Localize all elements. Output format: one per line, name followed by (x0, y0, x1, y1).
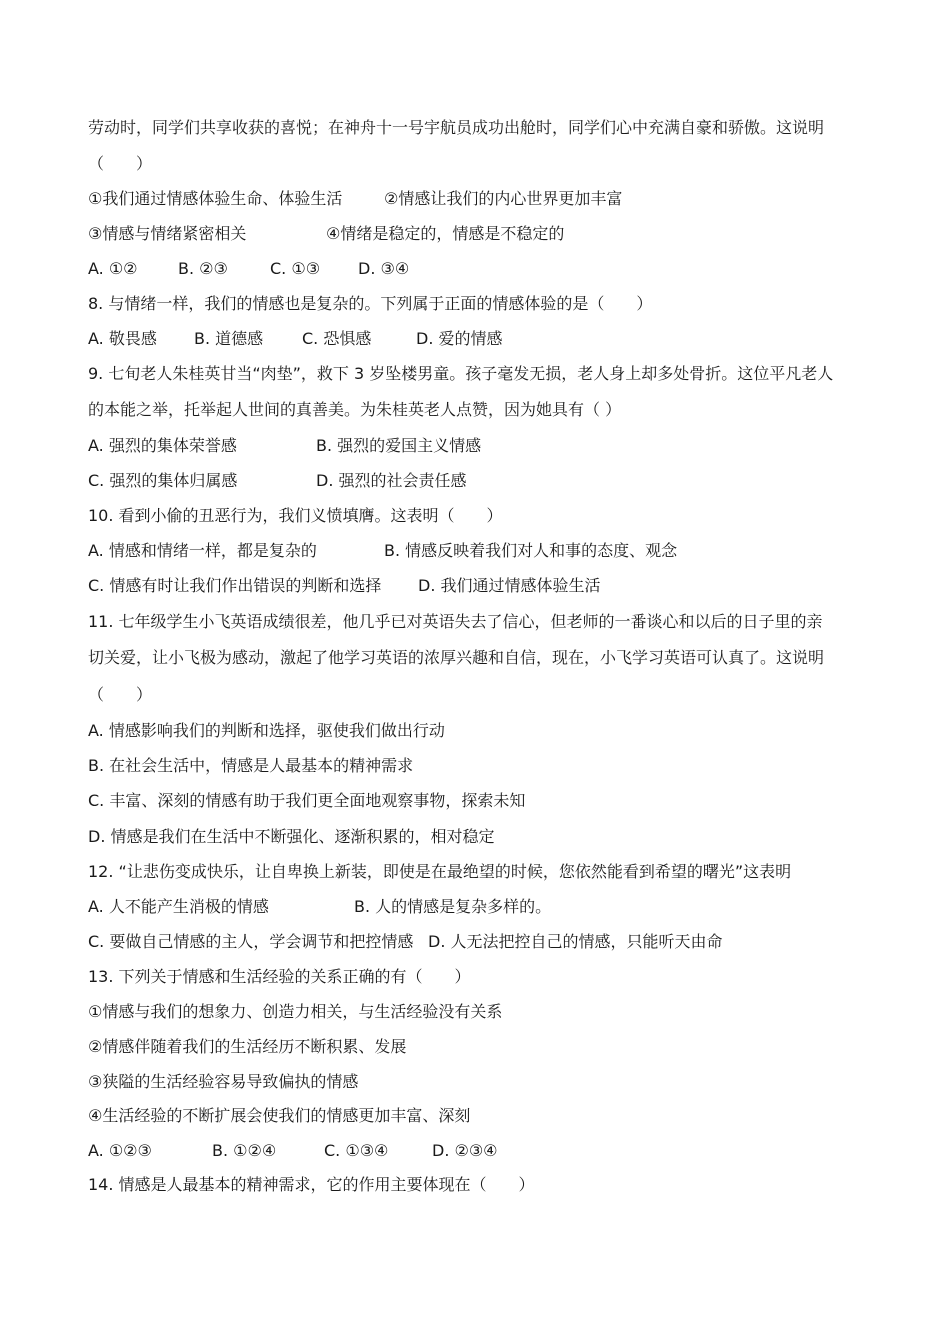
q9-stem-line2: 的本能之举，托举起人世间的真善美。为朱桂英老人点赞，因为她具有（ ） (88, 400, 622, 419)
q13-option-b[interactable]: B. ①②④ (212, 1141, 277, 1160)
q9-stem-line1: 9. 七旬老人朱桂英甘当“肉垫”，救下 3 岁坠楼男童。孩子毫发无损，老人身上却多处骨折。这位平凡老人 (88, 364, 834, 383)
q7-answer-paren: （ ） (88, 154, 153, 173)
q10-option-b[interactable]: B. 情感反映着我们对人和事的态度、观念 (384, 541, 678, 560)
q7-item-3: ③情感与情绪紧密相关 (88, 224, 247, 243)
q7-items-row2 (88, 224, 564, 244)
q7-item-1: ①我们通过情感体验生命、体验生活 (88, 189, 343, 208)
q11-option-b[interactable]: B. 在社会生活中，情感是人最基本的精神需求 (88, 756, 414, 775)
q11-option-a[interactable]: A. 情感影响我们的判断和选择，驱使我们做出行动 (88, 721, 445, 740)
q9-option-d[interactable]: D. 强烈的社会责任感 (316, 471, 467, 490)
q12-options-row2 (88, 932, 723, 952)
q10-options-row1 (88, 541, 677, 561)
q9-option-a[interactable]: A. 强烈的集体荣誉感 (88, 436, 237, 455)
q13-option-d[interactable]: D. ②③④ (432, 1141, 498, 1160)
q12-options-row1 (88, 897, 551, 917)
q9-option-b[interactable]: B. 强烈的爱国主义情感 (316, 436, 482, 455)
q8-option-b[interactable]: B. 道德感 (194, 329, 264, 348)
q11-option-c[interactable]: C. 丰富、深刻的情感有助于我们更全面地观察事物，探索未知 (88, 791, 526, 810)
q13-item-2: ②情感伴随着我们的生活经历不断积累、发展 (88, 1037, 407, 1056)
q13-option-a[interactable]: A. ①②③ (88, 1141, 152, 1160)
q9-options-row1 (88, 436, 481, 456)
q11-answer-paren: （ ） (88, 685, 153, 704)
q11-stem-line2: 切关爱，让小飞极为感动，激起了他学习英语的浓厚兴趣和自信，现在，小飞学习英语可认真了。这说明 (88, 648, 825, 667)
q12-option-d[interactable]: D. 人无法把控自己的情感，只能听天由命 (428, 932, 723, 951)
q8-option-c[interactable]: C. 恐惧感 (302, 329, 372, 348)
q7-options (88, 259, 409, 279)
q12-stem: 12. “让悲伤变成快乐，让自卑换上新装，即使是在最绝望的时候，您依然能看到希望的曙光”这表明 (88, 862, 792, 881)
q10-option-a[interactable]: A. 情感和情绪一样，都是复杂的 (88, 541, 317, 560)
q7-items-row1 (88, 189, 622, 209)
q9-option-c[interactable]: C. 强烈的集体归属感 (88, 471, 238, 490)
q9-options-row2 (88, 471, 467, 491)
q11-stem-line1: 11. 七年级学生小飞英语成绩很差，他几乎已对英语失去了信心，但老师的一番谈心和以后的日子里的亲 (88, 612, 823, 631)
q13-stem: 13. 下列关于情感和生活经验的关系正确的有（ ） (88, 967, 471, 986)
q7-option-c[interactable]: C. ①③ (270, 259, 321, 278)
q13-option-c[interactable]: C. ①③④ (324, 1141, 389, 1160)
q13-options (88, 1141, 498, 1161)
q12-option-a[interactable]: A. 人不能产生消极的情感 (88, 897, 269, 916)
q7-stem-line1: 劳动时，同学们共享收获的喜悦；在神舟十一号宇航员成功出舱时，同学们心中充满自豪和骄傲。这说明 (88, 118, 825, 137)
q13-item-3: ③狭隘的生活经验容易导致偏执的情感 (88, 1072, 359, 1091)
q10-options-row2 (88, 576, 601, 596)
q13-item-4: ④生活经验的不断扩展会使我们的情感更加丰富、深刻 (88, 1106, 471, 1125)
q8-stem: 8. 与情绪一样，我们的情感也是复杂的。下列属于正面的情感体验的是（ ） (88, 294, 653, 313)
q8-options (88, 329, 503, 349)
q7-option-d[interactable]: D. ③④ (358, 259, 410, 278)
q12-option-b[interactable]: B. 人的情感是复杂多样的。 (354, 897, 552, 916)
q10-option-c[interactable]: C. 情感有时让我们作出错误的判断和选择 (88, 576, 382, 595)
q10-option-d[interactable]: D. 我们通过情感体验生活 (418, 576, 601, 595)
q8-option-a[interactable]: A. 敬畏感 (88, 329, 157, 348)
q8-option-d[interactable]: D. 爱的情感 (416, 329, 503, 348)
q7-option-a[interactable]: A. ①② (88, 259, 138, 278)
q12-option-c[interactable]: C. 要做自己情感的主人，学会调节和把控情感 (88, 932, 414, 951)
q7-option-b[interactable]: B. ②③ (178, 259, 228, 278)
q13-item-1: ①情感与我们的想象力、创造力相关，与生活经验没有关系 (88, 1002, 503, 1021)
q10-stem: 10. 看到小偷的丑恶行为，我们义愤填膺。这表明（ ） (88, 506, 503, 525)
q7-item-4: ④情绪是稳定的，情感是不稳定的 (326, 224, 565, 243)
q11-option-d[interactable]: D. 情感是我们在生活中不断强化、逐渐积累的，相对稳定 (88, 827, 495, 846)
q7-item-2: ②情感让我们的内心世界更加丰富 (384, 189, 623, 208)
q14-stem: 14. 情感是人最基本的精神需求，它的作用主要体现在（ ） (88, 1175, 535, 1194)
